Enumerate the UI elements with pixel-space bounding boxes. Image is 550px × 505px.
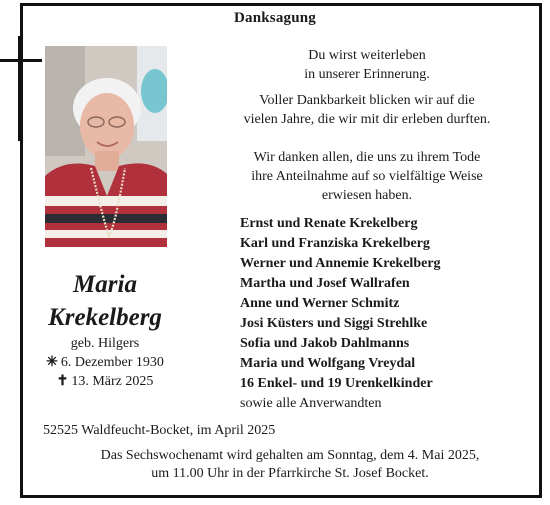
place-date: 52525 Waldfeucht-Bocket, im April 2025 bbox=[43, 423, 276, 438]
mass-notice bbox=[40, 447, 540, 483]
portrait-photo bbox=[45, 46, 167, 247]
maiden-name: geb. Hilgers bbox=[70, 336, 140, 351]
birth-date-line bbox=[30, 353, 180, 372]
deceased-last-name: Krekelberg bbox=[48, 304, 162, 331]
mourner-item: Martha und Josef Wallrafen bbox=[240, 276, 410, 291]
mourner-item: Ernst und Renate Krekelberg bbox=[240, 216, 418, 231]
heading: Danksagung bbox=[233, 10, 317, 26]
verse-line: Voller Dankbarkeit blicken wir auf die bbox=[259, 93, 475, 108]
verse-line: Du wirst weiterleben bbox=[308, 48, 426, 63]
cross-icon-horizontal bbox=[0, 59, 42, 62]
notice-line: Das Sechswochenamt wird gehalten am Sonntag, dem 4. Mai 2025, bbox=[100, 448, 480, 463]
notice-line: um 11.00 Uhr in der Pfarrkirche St. Josef Bocket. bbox=[151, 466, 429, 481]
verse-3 bbox=[232, 148, 502, 205]
portrait-image bbox=[45, 46, 167, 247]
mourner-item: Sofia und Jakob Dahlmanns bbox=[240, 336, 410, 351]
mourner-item: Anne und Werner Schmitz bbox=[240, 296, 400, 311]
verse-line: Wir danken allen, die uns zu ihrem Tode bbox=[253, 150, 481, 165]
mourners-list bbox=[240, 214, 441, 414]
birth-date: 6. Dezember 1930 bbox=[60, 355, 164, 370]
death-date: 13. März 2025 bbox=[71, 374, 154, 389]
mourner-item: Werner und Annemie Krekelberg bbox=[240, 256, 441, 271]
deceased-first-name: Maria bbox=[73, 271, 137, 298]
verse-line: erwiesen haben. bbox=[321, 188, 413, 203]
verse-line: ihre Anteilnahme auf so vielfältige Weise bbox=[251, 169, 483, 184]
mourner-item: Maria und Wolfgang Vreydal bbox=[240, 356, 416, 371]
death-date-line bbox=[30, 372, 180, 391]
verse-line: in unserer Erinnerung. bbox=[304, 67, 430, 82]
mourner-item: Karl und Franziska Krekelberg bbox=[240, 236, 430, 251]
deceased-block bbox=[30, 268, 180, 391]
birth-star-icon: ✳ bbox=[46, 355, 58, 370]
frame-right-border bbox=[539, 3, 542, 498]
mourner-item: Josi Küsters und Siggi Strehlke bbox=[240, 316, 428, 331]
verse-line: vielen Jahre, die wir mit dir erleben durften. bbox=[243, 112, 491, 127]
verse-2 bbox=[232, 91, 502, 129]
mourners-closing: sowie alle Anverwandten bbox=[240, 396, 382, 411]
cross-icon-vertical bbox=[18, 36, 21, 141]
verse-1 bbox=[232, 46, 502, 84]
death-cross-icon: ✝ bbox=[56, 374, 69, 389]
frame-top-border bbox=[20, 3, 542, 6]
mourner-item: 16 Enkel- und 19 Urenkelkinder bbox=[240, 376, 433, 391]
